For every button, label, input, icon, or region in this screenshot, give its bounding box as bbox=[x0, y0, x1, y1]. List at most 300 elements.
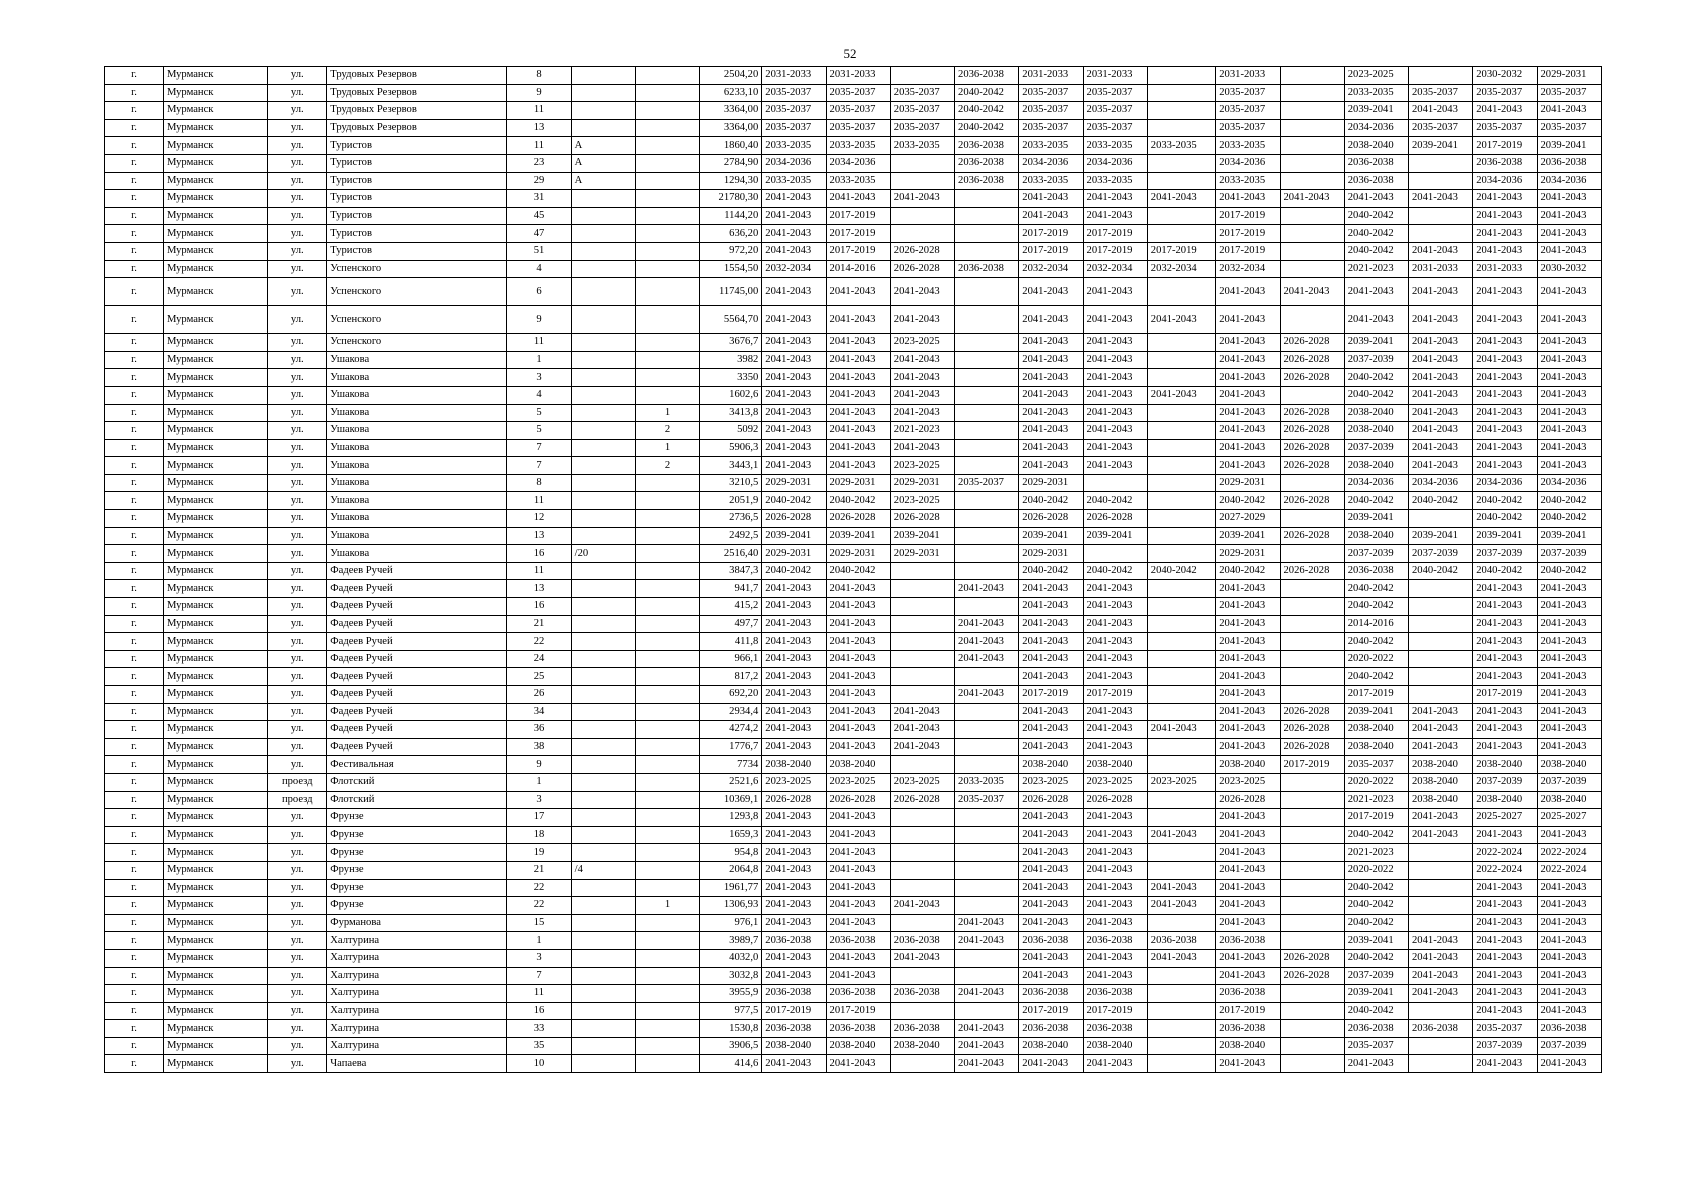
cell-city: Мурманск bbox=[163, 686, 267, 704]
table-row bbox=[105, 826, 1602, 844]
cell-period-11: 2034-2036 bbox=[1409, 474, 1473, 492]
cell-area: 3847,3 bbox=[700, 562, 762, 580]
cell-period-13: 2041-2043 bbox=[1537, 351, 1602, 369]
cell-letter bbox=[571, 686, 635, 704]
cell-period-4: 2041-2043 bbox=[955, 650, 1019, 668]
cell-street-name: Туристов bbox=[327, 242, 507, 260]
cell-period-12: 2041-2043 bbox=[1473, 242, 1537, 260]
cell-city: Мурманск bbox=[163, 791, 267, 809]
cell-period-11: 2041-2043 bbox=[1409, 738, 1473, 756]
cell-period-1: 2041-2043 bbox=[762, 844, 826, 862]
cell-area: 415,2 bbox=[700, 598, 762, 616]
cell-area: 414,6 bbox=[700, 1055, 762, 1073]
cell-city: Мурманск bbox=[163, 844, 267, 862]
cell-period-9 bbox=[1280, 773, 1344, 791]
cell-street-type: проезд bbox=[268, 791, 327, 809]
cell-period-8: 2041-2043 bbox=[1216, 190, 1280, 208]
cell-period-7 bbox=[1147, 492, 1215, 510]
cell-period-8: 2038-2040 bbox=[1216, 756, 1280, 774]
cell-period-2: 2041-2043 bbox=[826, 633, 890, 651]
cell-period-2: 2041-2043 bbox=[826, 721, 890, 739]
table-row bbox=[105, 439, 1602, 457]
cell-area: 972,20 bbox=[700, 242, 762, 260]
cell-period-13: 2041-2043 bbox=[1537, 967, 1602, 985]
cell-period-3 bbox=[890, 756, 954, 774]
cell-street-type: ул. bbox=[268, 914, 327, 932]
cell-city: Мурманск bbox=[163, 510, 267, 528]
cell-period-5: 2041-2043 bbox=[1019, 738, 1083, 756]
table-row bbox=[105, 861, 1602, 879]
cell-period-7 bbox=[1147, 756, 1215, 774]
cell-period-7: 2017-2019 bbox=[1147, 242, 1215, 260]
cell-period-7 bbox=[1147, 154, 1215, 172]
cell-area: 3906,5 bbox=[700, 1037, 762, 1055]
table-row bbox=[105, 190, 1602, 208]
cell-period-8: 2041-2043 bbox=[1216, 580, 1280, 598]
cell-period-4: 2041-2043 bbox=[955, 932, 1019, 950]
cell-period-13: 2041-2043 bbox=[1537, 207, 1602, 225]
cell-area: 2516,40 bbox=[700, 545, 762, 563]
cell-period-10: 2021-2023 bbox=[1344, 260, 1408, 278]
cell-period-9: 2026-2028 bbox=[1280, 738, 1344, 756]
cell-period-6: 2036-2038 bbox=[1083, 1020, 1147, 1038]
cell-period-1: 2041-2043 bbox=[762, 897, 826, 915]
cell-area: 497,7 bbox=[700, 615, 762, 633]
cell-period-11: 2041-2043 bbox=[1409, 932, 1473, 950]
cell-area: 2784,90 bbox=[700, 154, 762, 172]
cell-locality-type: г. bbox=[105, 844, 164, 862]
cell-period-11 bbox=[1409, 879, 1473, 897]
cell-street-name: Туристов bbox=[327, 137, 507, 155]
cell-area: 2521,6 bbox=[700, 773, 762, 791]
table-row bbox=[105, 580, 1602, 598]
cell-period-11: 2041-2043 bbox=[1409, 351, 1473, 369]
cell-street-type: ул. bbox=[268, 668, 327, 686]
cell-period-8: 2041-2043 bbox=[1216, 861, 1280, 879]
cell-building bbox=[635, 492, 699, 510]
cell-locality-type: г. bbox=[105, 172, 164, 190]
cell-period-6: 2041-2043 bbox=[1083, 334, 1147, 352]
cell-area: 976,1 bbox=[700, 914, 762, 932]
cell-period-7 bbox=[1147, 334, 1215, 352]
cell-period-13: 2039-2041 bbox=[1537, 527, 1602, 545]
cell-house-number: 1 bbox=[507, 773, 571, 791]
cell-period-8: 2031-2033 bbox=[1216, 67, 1280, 85]
cell-period-3: 2041-2043 bbox=[890, 369, 954, 387]
cell-period-8: 2041-2043 bbox=[1216, 809, 1280, 827]
cell-period-6: 2036-2038 bbox=[1083, 985, 1147, 1003]
cell-period-5: 2029-2031 bbox=[1019, 545, 1083, 563]
cell-city: Мурманск bbox=[163, 545, 267, 563]
cell-street-name: Ушакова bbox=[327, 457, 507, 475]
cell-street-name: Халтурина bbox=[327, 985, 507, 1003]
cell-street-type: ул. bbox=[268, 932, 327, 950]
cell-period-3 bbox=[890, 225, 954, 243]
cell-letter bbox=[571, 278, 635, 306]
cell-building bbox=[635, 84, 699, 102]
cell-letter: А bbox=[571, 137, 635, 155]
cell-period-1: 2034-2036 bbox=[762, 154, 826, 172]
cell-period-2: 2035-2037 bbox=[826, 84, 890, 102]
table-row bbox=[105, 404, 1602, 422]
cell-street-name: Фадеев Ручей bbox=[327, 668, 507, 686]
cell-period-6: 2041-2043 bbox=[1083, 721, 1147, 739]
cell-city: Мурманск bbox=[163, 278, 267, 306]
table-row bbox=[105, 527, 1602, 545]
cell-street-type: ул. bbox=[268, 1020, 327, 1038]
cell-street-type: ул. bbox=[268, 351, 327, 369]
cell-period-9: 2026-2028 bbox=[1280, 949, 1344, 967]
table-row bbox=[105, 84, 1602, 102]
cell-street-name: Фадеев Ручей bbox=[327, 633, 507, 651]
cell-period-12: 2041-2043 bbox=[1473, 386, 1537, 404]
cell-city: Мурманск bbox=[163, 334, 267, 352]
cell-area: 4032,0 bbox=[700, 949, 762, 967]
cell-locality-type: г. bbox=[105, 67, 164, 85]
cell-letter bbox=[571, 826, 635, 844]
cell-period-6: 2041-2043 bbox=[1083, 306, 1147, 334]
cell-period-2: 2041-2043 bbox=[826, 879, 890, 897]
cell-period-1: 2038-2040 bbox=[762, 756, 826, 774]
cell-period-10: 2038-2040 bbox=[1344, 457, 1408, 475]
cell-period-6: 2041-2043 bbox=[1083, 278, 1147, 306]
cell-locality-type: г. bbox=[105, 492, 164, 510]
cell-letter bbox=[571, 510, 635, 528]
cell-period-6: 2035-2037 bbox=[1083, 119, 1147, 137]
cell-period-2: 2041-2043 bbox=[826, 738, 890, 756]
cell-house-number: 10 bbox=[507, 1055, 571, 1073]
cell-period-11: 2038-2040 bbox=[1409, 773, 1473, 791]
cell-city: Мурманск bbox=[163, 137, 267, 155]
cell-letter bbox=[571, 897, 635, 915]
cell-period-1: 2035-2037 bbox=[762, 84, 826, 102]
cell-period-3: 2039-2041 bbox=[890, 527, 954, 545]
cell-period-4 bbox=[955, 721, 1019, 739]
cell-house-number: 8 bbox=[507, 474, 571, 492]
cell-street-name: Фадеев Ручей bbox=[327, 686, 507, 704]
cell-period-3 bbox=[890, 1002, 954, 1020]
cell-period-1: 2041-2043 bbox=[762, 404, 826, 422]
cell-building bbox=[635, 967, 699, 985]
cell-period-13: 2022-2024 bbox=[1537, 861, 1602, 879]
cell-period-2: 2035-2037 bbox=[826, 119, 890, 137]
cell-period-11: 2041-2043 bbox=[1409, 721, 1473, 739]
cell-city: Мурманск bbox=[163, 721, 267, 739]
cell-letter bbox=[571, 527, 635, 545]
cell-city: Мурманск bbox=[163, 474, 267, 492]
cell-period-6: 2026-2028 bbox=[1083, 791, 1147, 809]
cell-period-9 bbox=[1280, 791, 1344, 809]
cell-letter bbox=[571, 721, 635, 739]
table-row bbox=[105, 633, 1602, 651]
cell-letter bbox=[571, 492, 635, 510]
cell-building bbox=[635, 474, 699, 492]
cell-period-2: 2029-2031 bbox=[826, 545, 890, 563]
cell-house-number: 11 bbox=[507, 102, 571, 120]
cell-area: 4274,2 bbox=[700, 721, 762, 739]
cell-period-4 bbox=[955, 967, 1019, 985]
cell-city: Мурманск bbox=[163, 1055, 267, 1073]
cell-period-12: 2025-2027 bbox=[1473, 809, 1537, 827]
cell-street-type: ул. bbox=[268, 172, 327, 190]
cell-period-12: 2041-2043 bbox=[1473, 1055, 1537, 1073]
cell-area: 7734 bbox=[700, 756, 762, 774]
cell-period-6: 2039-2041 bbox=[1083, 527, 1147, 545]
cell-house-number: 34 bbox=[507, 703, 571, 721]
cell-period-2: 2041-2043 bbox=[826, 914, 890, 932]
cell-street-name: Ушакова bbox=[327, 527, 507, 545]
cell-period-10: 2040-2042 bbox=[1344, 633, 1408, 651]
cell-building bbox=[635, 260, 699, 278]
cell-period-6 bbox=[1083, 474, 1147, 492]
cell-period-9: 2026-2028 bbox=[1280, 439, 1344, 457]
cell-period-2: 2040-2042 bbox=[826, 492, 890, 510]
cell-period-4 bbox=[955, 562, 1019, 580]
cell-period-11 bbox=[1409, 897, 1473, 915]
cell-street-name: Успенского bbox=[327, 306, 507, 334]
cell-period-3: 2036-2038 bbox=[890, 985, 954, 1003]
cell-city: Мурманск bbox=[163, 225, 267, 243]
cell-period-13: 2041-2043 bbox=[1537, 225, 1602, 243]
cell-city: Мурманск bbox=[163, 756, 267, 774]
cell-house-number: 35 bbox=[507, 1037, 571, 1055]
cell-period-2: 2029-2031 bbox=[826, 474, 890, 492]
cell-street-name: Фадеев Ручей bbox=[327, 650, 507, 668]
cell-area: 1293,8 bbox=[700, 809, 762, 827]
cell-period-9 bbox=[1280, 809, 1344, 827]
cell-city: Мурманск bbox=[163, 527, 267, 545]
cell-period-4 bbox=[955, 422, 1019, 440]
cell-period-6: 2038-2040 bbox=[1083, 1037, 1147, 1055]
table-row bbox=[105, 686, 1602, 704]
cell-building bbox=[635, 650, 699, 668]
cell-period-7: 2040-2042 bbox=[1147, 562, 1215, 580]
cell-period-4 bbox=[955, 598, 1019, 616]
cell-period-3 bbox=[890, 861, 954, 879]
cell-period-11 bbox=[1409, 650, 1473, 668]
cell-period-4 bbox=[955, 369, 1019, 387]
table-row bbox=[105, 457, 1602, 475]
cell-street-type: ул. bbox=[268, 545, 327, 563]
cell-period-1: 2041-2043 bbox=[762, 598, 826, 616]
cell-street-type: ул. bbox=[268, 306, 327, 334]
cell-period-7 bbox=[1147, 422, 1215, 440]
cell-period-8: 2041-2043 bbox=[1216, 422, 1280, 440]
table-row bbox=[105, 879, 1602, 897]
table-row bbox=[105, 967, 1602, 985]
cell-locality-type: г. bbox=[105, 967, 164, 985]
cell-period-8: 2033-2035 bbox=[1216, 137, 1280, 155]
table-row bbox=[105, 738, 1602, 756]
cell-period-5: 2034-2036 bbox=[1019, 154, 1083, 172]
cell-period-12: 2041-2043 bbox=[1473, 703, 1537, 721]
cell-house-number: 38 bbox=[507, 738, 571, 756]
cell-area: 692,20 bbox=[700, 686, 762, 704]
cell-building: 2 bbox=[635, 457, 699, 475]
cell-period-10: 2014-2016 bbox=[1344, 615, 1408, 633]
cell-house-number: 21 bbox=[507, 615, 571, 633]
cell-street-type: ул. bbox=[268, 154, 327, 172]
cell-period-11: 2041-2043 bbox=[1409, 809, 1473, 827]
cell-period-13: 2029-2031 bbox=[1537, 67, 1602, 85]
cell-letter bbox=[571, 102, 635, 120]
cell-street-name: Фестивальная bbox=[327, 756, 507, 774]
cell-period-7 bbox=[1147, 967, 1215, 985]
cell-period-8: 2036-2038 bbox=[1216, 1020, 1280, 1038]
cell-period-3: 2041-2043 bbox=[890, 278, 954, 306]
cell-house-number: 9 bbox=[507, 756, 571, 774]
cell-period-4: 2036-2038 bbox=[955, 154, 1019, 172]
cell-house-number: 7 bbox=[507, 457, 571, 475]
cell-period-3: 2041-2043 bbox=[890, 306, 954, 334]
cell-period-2: 2017-2019 bbox=[826, 1002, 890, 1020]
cell-street-type: ул. bbox=[268, 334, 327, 352]
cell-period-5: 2017-2019 bbox=[1019, 225, 1083, 243]
cell-building bbox=[635, 773, 699, 791]
cell-period-6: 2035-2037 bbox=[1083, 102, 1147, 120]
cell-period-13: 2041-2043 bbox=[1537, 386, 1602, 404]
table-row bbox=[105, 154, 1602, 172]
cell-period-10: 2040-2042 bbox=[1344, 207, 1408, 225]
cell-period-7 bbox=[1147, 985, 1215, 1003]
cell-period-5: 2041-2043 bbox=[1019, 334, 1083, 352]
cell-period-1: 2041-2043 bbox=[762, 967, 826, 985]
cell-period-8: 2041-2043 bbox=[1216, 686, 1280, 704]
cell-house-number: 9 bbox=[507, 306, 571, 334]
cell-period-13: 2038-2040 bbox=[1537, 756, 1602, 774]
cell-locality-type: г. bbox=[105, 580, 164, 598]
cell-period-11 bbox=[1409, 615, 1473, 633]
cell-period-2: 2040-2042 bbox=[826, 562, 890, 580]
cell-period-5: 2036-2038 bbox=[1019, 932, 1083, 950]
cell-street-type: ул. bbox=[268, 580, 327, 598]
cell-building bbox=[635, 172, 699, 190]
cell-period-2: 2017-2019 bbox=[826, 207, 890, 225]
cell-building bbox=[635, 527, 699, 545]
cell-period-9 bbox=[1280, 897, 1344, 915]
cell-period-11: 2041-2043 bbox=[1409, 826, 1473, 844]
cell-period-13: 2040-2042 bbox=[1537, 492, 1602, 510]
cell-period-7 bbox=[1147, 1037, 1215, 1055]
cell-area: 5564,70 bbox=[700, 306, 762, 334]
cell-period-11: 2039-2041 bbox=[1409, 137, 1473, 155]
cell-period-13: 2037-2039 bbox=[1537, 773, 1602, 791]
cell-period-12: 2038-2040 bbox=[1473, 791, 1537, 809]
cell-period-7 bbox=[1147, 1002, 1215, 1020]
cell-period-5: 2035-2037 bbox=[1019, 119, 1083, 137]
table-row bbox=[105, 1055, 1602, 1073]
cell-period-10: 2041-2043 bbox=[1344, 306, 1408, 334]
cell-city: Мурманск bbox=[163, 633, 267, 651]
cell-period-1: 2031-2033 bbox=[762, 67, 826, 85]
cell-letter bbox=[571, 791, 635, 809]
cell-period-6: 2036-2038 bbox=[1083, 932, 1147, 950]
cell-period-7 bbox=[1147, 650, 1215, 668]
cell-street-name: Халтурина bbox=[327, 1020, 507, 1038]
cell-period-7 bbox=[1147, 580, 1215, 598]
cell-period-2: 2041-2043 bbox=[826, 1055, 890, 1073]
cell-building bbox=[635, 306, 699, 334]
cell-period-1: 2041-2043 bbox=[762, 721, 826, 739]
cell-period-12: 2041-2043 bbox=[1473, 102, 1537, 120]
cell-area: 3982 bbox=[700, 351, 762, 369]
cell-street-name: Ушакова bbox=[327, 386, 507, 404]
cell-period-4: 2041-2043 bbox=[955, 985, 1019, 1003]
cell-area: 2736,5 bbox=[700, 510, 762, 528]
cell-city: Мурманск bbox=[163, 773, 267, 791]
cell-street-type: ул. bbox=[268, 721, 327, 739]
cell-building bbox=[635, 1055, 699, 1073]
cell-period-9 bbox=[1280, 615, 1344, 633]
cell-period-7 bbox=[1147, 1055, 1215, 1073]
cell-period-10: 2020-2022 bbox=[1344, 650, 1408, 668]
cell-period-9 bbox=[1280, 545, 1344, 563]
cell-period-13: 2041-2043 bbox=[1537, 633, 1602, 651]
cell-period-6: 2040-2042 bbox=[1083, 562, 1147, 580]
cell-period-10: 2038-2040 bbox=[1344, 404, 1408, 422]
cell-locality-type: г. bbox=[105, 369, 164, 387]
cell-street-name: Фрунзе bbox=[327, 826, 507, 844]
cell-period-1: 2041-2043 bbox=[762, 422, 826, 440]
cell-period-10: 2036-2038 bbox=[1344, 562, 1408, 580]
cell-locality-type: г. bbox=[105, 225, 164, 243]
cell-period-2: 2041-2043 bbox=[826, 844, 890, 862]
cell-period-8: 2041-2043 bbox=[1216, 278, 1280, 306]
cell-period-4: 2040-2042 bbox=[955, 102, 1019, 120]
cell-period-1: 2039-2041 bbox=[762, 527, 826, 545]
cell-period-7 bbox=[1147, 439, 1215, 457]
cell-period-6: 2041-2043 bbox=[1083, 351, 1147, 369]
table-row bbox=[105, 510, 1602, 528]
cell-period-9: 2026-2028 bbox=[1280, 527, 1344, 545]
cell-city: Мурманск bbox=[163, 242, 267, 260]
cell-city: Мурманск bbox=[163, 67, 267, 85]
cell-period-3: 2026-2028 bbox=[890, 242, 954, 260]
cell-period-4 bbox=[955, 207, 1019, 225]
cell-period-7: 2041-2043 bbox=[1147, 306, 1215, 334]
cell-period-13: 2041-2043 bbox=[1537, 721, 1602, 739]
cell-period-9: 2026-2028 bbox=[1280, 422, 1344, 440]
cell-period-1: 2041-2043 bbox=[762, 615, 826, 633]
cell-period-11: 2039-2041 bbox=[1409, 527, 1473, 545]
cell-letter bbox=[571, 615, 635, 633]
cell-period-13: 2034-2036 bbox=[1537, 474, 1602, 492]
cell-house-number: 6 bbox=[507, 278, 571, 306]
cell-city: Мурманск bbox=[163, 386, 267, 404]
cell-street-type: ул. bbox=[268, 67, 327, 85]
cell-period-4 bbox=[955, 949, 1019, 967]
cell-street-type: ул. bbox=[268, 1037, 327, 1055]
table-body bbox=[105, 67, 1602, 1073]
cell-period-3 bbox=[890, 580, 954, 598]
cell-period-5: 2041-2043 bbox=[1019, 967, 1083, 985]
cell-building bbox=[635, 580, 699, 598]
cell-letter bbox=[571, 809, 635, 827]
cell-house-number: 16 bbox=[507, 1002, 571, 1020]
cell-city: Мурманск bbox=[163, 119, 267, 137]
cell-city: Мурманск bbox=[163, 738, 267, 756]
cell-period-5: 2041-2043 bbox=[1019, 879, 1083, 897]
cell-period-4 bbox=[955, 668, 1019, 686]
cell-period-11: 2031-2033 bbox=[1409, 260, 1473, 278]
cell-period-6: 2041-2043 bbox=[1083, 386, 1147, 404]
cell-period-8: 2038-2040 bbox=[1216, 1037, 1280, 1055]
cell-locality-type: г. bbox=[105, 949, 164, 967]
cell-period-6: 2041-2043 bbox=[1083, 1055, 1147, 1073]
cell-period-4: 2041-2043 bbox=[955, 633, 1019, 651]
cell-locality-type: г. bbox=[105, 756, 164, 774]
cell-letter bbox=[571, 207, 635, 225]
